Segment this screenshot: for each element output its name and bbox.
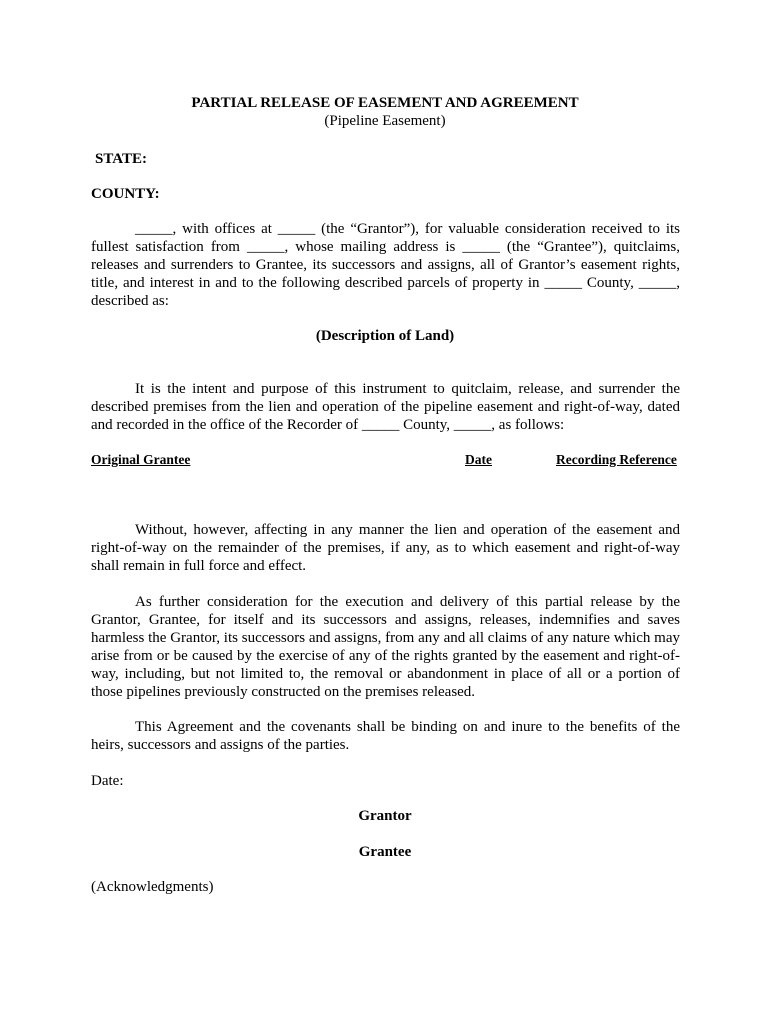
binding-paragraph-text: This Agreement and the covenants shall be binding on and inure to the benefits of the heirs, successors and assigns of the parties.: [91, 719, 680, 753]
description-heading: (Description of Land): [315, 328, 455, 344]
county-label: COUNTY:: [91, 186, 160, 202]
grantee-signature-label: Grantee: [358, 844, 412, 860]
remainder-paragraph: [91, 521, 680, 575]
consideration-paragraph: [91, 593, 680, 701]
intent-paragraph: [91, 380, 680, 434]
document-title: PARTIAL RELEASE OF EASEMENT AND AGREEMENT: [191, 95, 579, 111]
intent-paragraph-text: It is the intent and purpose of this instrument to quitclaim, release, and surrender the described premises from the lien and operation of the pipeline easement and right-of-way, dated and recorded in the office of the Recorder of _____ County, _____, as follows:: [91, 381, 680, 433]
remainder-paragraph-text: Without, however, affecting in any manner the lien and operation of the easement and right-of-way on the remainder of the premises, if any, as to which easement and right-of-way shall remain in full force and effect.: [91, 522, 680, 574]
grant-paragraph-text: _____, with offices at _____ (the “Grantor”), for valuable consideration received to its fullest satisfaction from _____, whose mailing address is _____ (the “Grantee”), quitclaims, releases and surrenders to Grantee, its successors and assigns, all of Grantor’s easement rights, title, and interest in and to the following described parcels of property in _____ County, _____, described as:: [91, 221, 680, 309]
column-header-date: Date: [465, 452, 492, 467]
state-label: STATE:: [95, 151, 147, 167]
column-header-original-grantee: Original Grantee: [91, 452, 191, 467]
binding-paragraph: [91, 718, 680, 754]
consideration-paragraph-text: As further consideration for the execution and delivery of this partial release by the Grantor, Grantee, for itself and its successors and assigns, releases, indemnifies and saves harmless the Grantor, its successors and assigns, from any and all claims of any nature which may arise from or be caused by the exercise of any of the rights granted by the easement and right-of-way, including, but not limited to, the removal or abandonment in place of all or a portion of those pipelines previously constructed on the premises released.: [91, 594, 680, 700]
grantor-signature-label: Grantor: [358, 808, 412, 824]
grant-paragraph: [91, 220, 680, 310]
document-subtitle: (Pipeline Easement): [324, 113, 446, 129]
date-label: Date:: [91, 773, 124, 789]
acknowledgments-label: (Acknowledgments): [91, 879, 214, 895]
column-header-recording-reference: Recording Reference: [556, 452, 677, 467]
